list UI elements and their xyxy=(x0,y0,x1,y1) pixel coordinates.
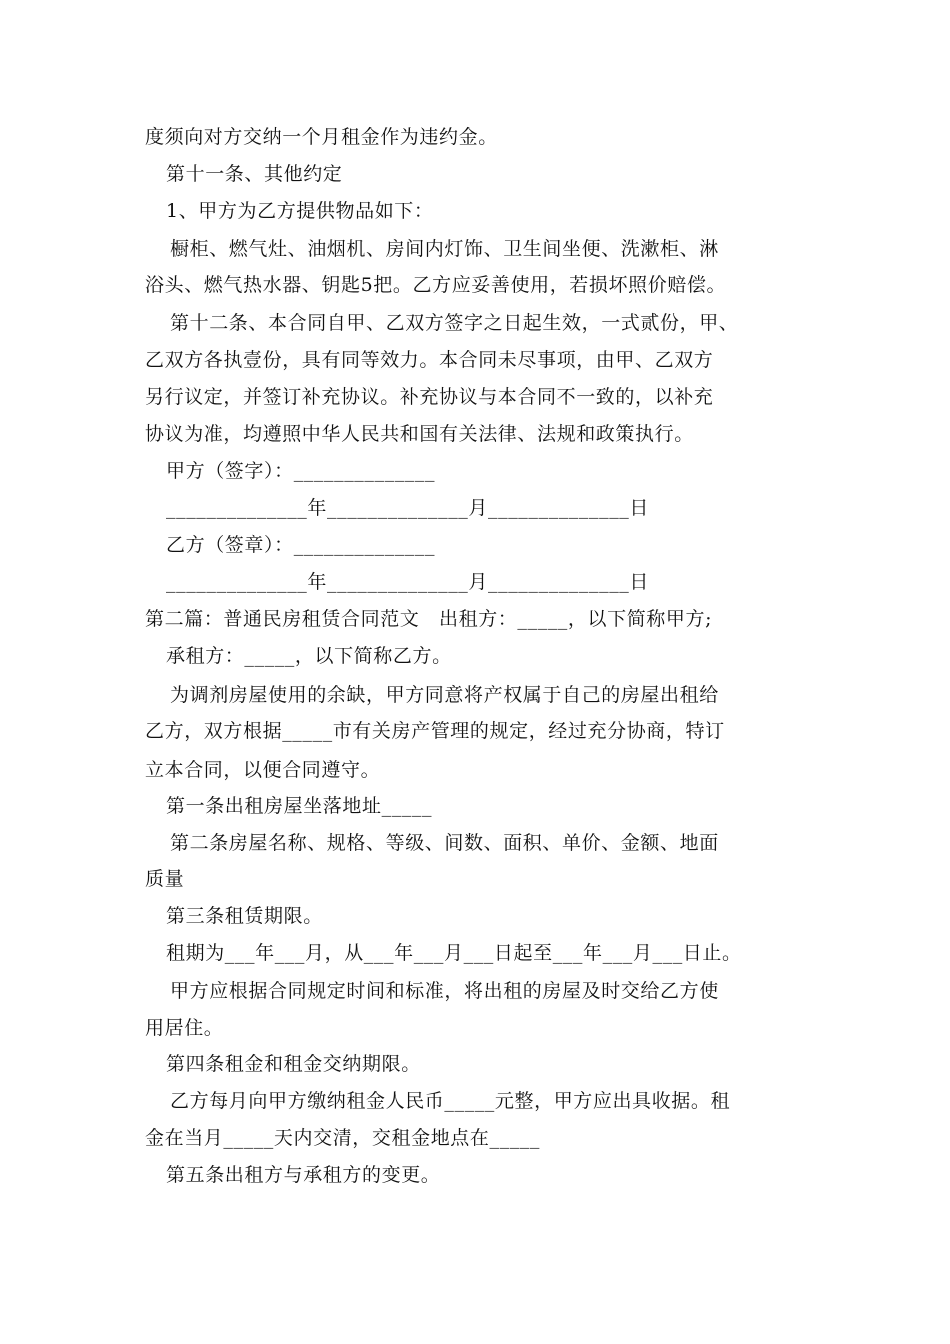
section-heading: 第二篇：普通民房租赁合同范文 出租方：_____，以下简称甲方; xyxy=(145,608,713,630)
date-line-party-b: ______________年______________月______________日 xyxy=(166,571,649,593)
text-line: 用居住。 xyxy=(145,1017,224,1039)
text-line: 金在当月_____天内交清，交租金地点在_____ xyxy=(145,1127,541,1149)
text-line: 橱柜、燃气灶、油烟机、房间内灯饰、卫生间坐便、洗漱柜、淋 xyxy=(170,238,719,260)
text-line: 第四条租金和租金交纳期限。 xyxy=(166,1053,421,1075)
text-line: 另行议定，并签订补充协议。补充协议与本合同不一致的，以补充 xyxy=(145,386,714,408)
text-line: 协议为准，均遵照中华人民共和国有关法律、法规和政策执行。 xyxy=(145,423,694,445)
text-line: 乙方，双方根据_____市有关房产管理的规定，经过充分协商，特订 xyxy=(145,720,725,742)
text-line: 第三条租赁期限。 xyxy=(166,905,323,927)
text-line: 第五条出租方与承租方的变更。 xyxy=(166,1164,441,1186)
text-line: 第十二条、本合同自甲、乙双方签字之日起生效，一式贰份，甲、 xyxy=(170,312,739,334)
text-line: 度须向对方交纳一个月租金作为违约金。 xyxy=(145,126,498,148)
signature-line-party-b: 乙方（签章）：______________ xyxy=(166,534,436,556)
text-line: 甲方应根据合同规定时间和标准，将出租的房屋及时交给乙方使 xyxy=(170,980,719,1002)
text-line: 乙方每月向甲方缴纳租金人民币_____元整，甲方应出具收据。租 xyxy=(170,1090,731,1112)
text-line: 1、甲方为乙方提供物品如下： xyxy=(166,200,434,222)
text-line: 第十一条、其他约定 xyxy=(166,163,343,185)
text-line: 承租方：_____，以下简称乙方。 xyxy=(166,645,452,667)
text-line: 浴头、燃气热水器、钥匙5把。乙方应妥善使用，若损坏照价赔偿。 xyxy=(145,274,727,296)
date-line-party-a: ______________年______________月______________日 xyxy=(166,497,649,519)
text-line: 第一条出租房屋坐落地址_____ xyxy=(166,795,433,817)
text-line: 第二条房屋名称、规格、等级、间数、面积、单价、金额、地面 xyxy=(170,832,719,854)
text-line: 质量 xyxy=(145,868,185,890)
signature-line-party-a: 甲方（签字）：______________ xyxy=(166,460,436,482)
text-line: 乙双方各执壹份，具有同等效力。本合同未尽事项，由甲、乙双方 xyxy=(145,349,714,371)
text-line: 租期为___年___月，从___年___月___日起至___年___月___日止。 xyxy=(166,942,742,964)
text-line: 为调剂房屋使用的余缺，甲方同意将产权属于自己的房屋出租给 xyxy=(170,684,719,706)
text-line: 立本合同，以便合同遵守。 xyxy=(145,759,381,781)
